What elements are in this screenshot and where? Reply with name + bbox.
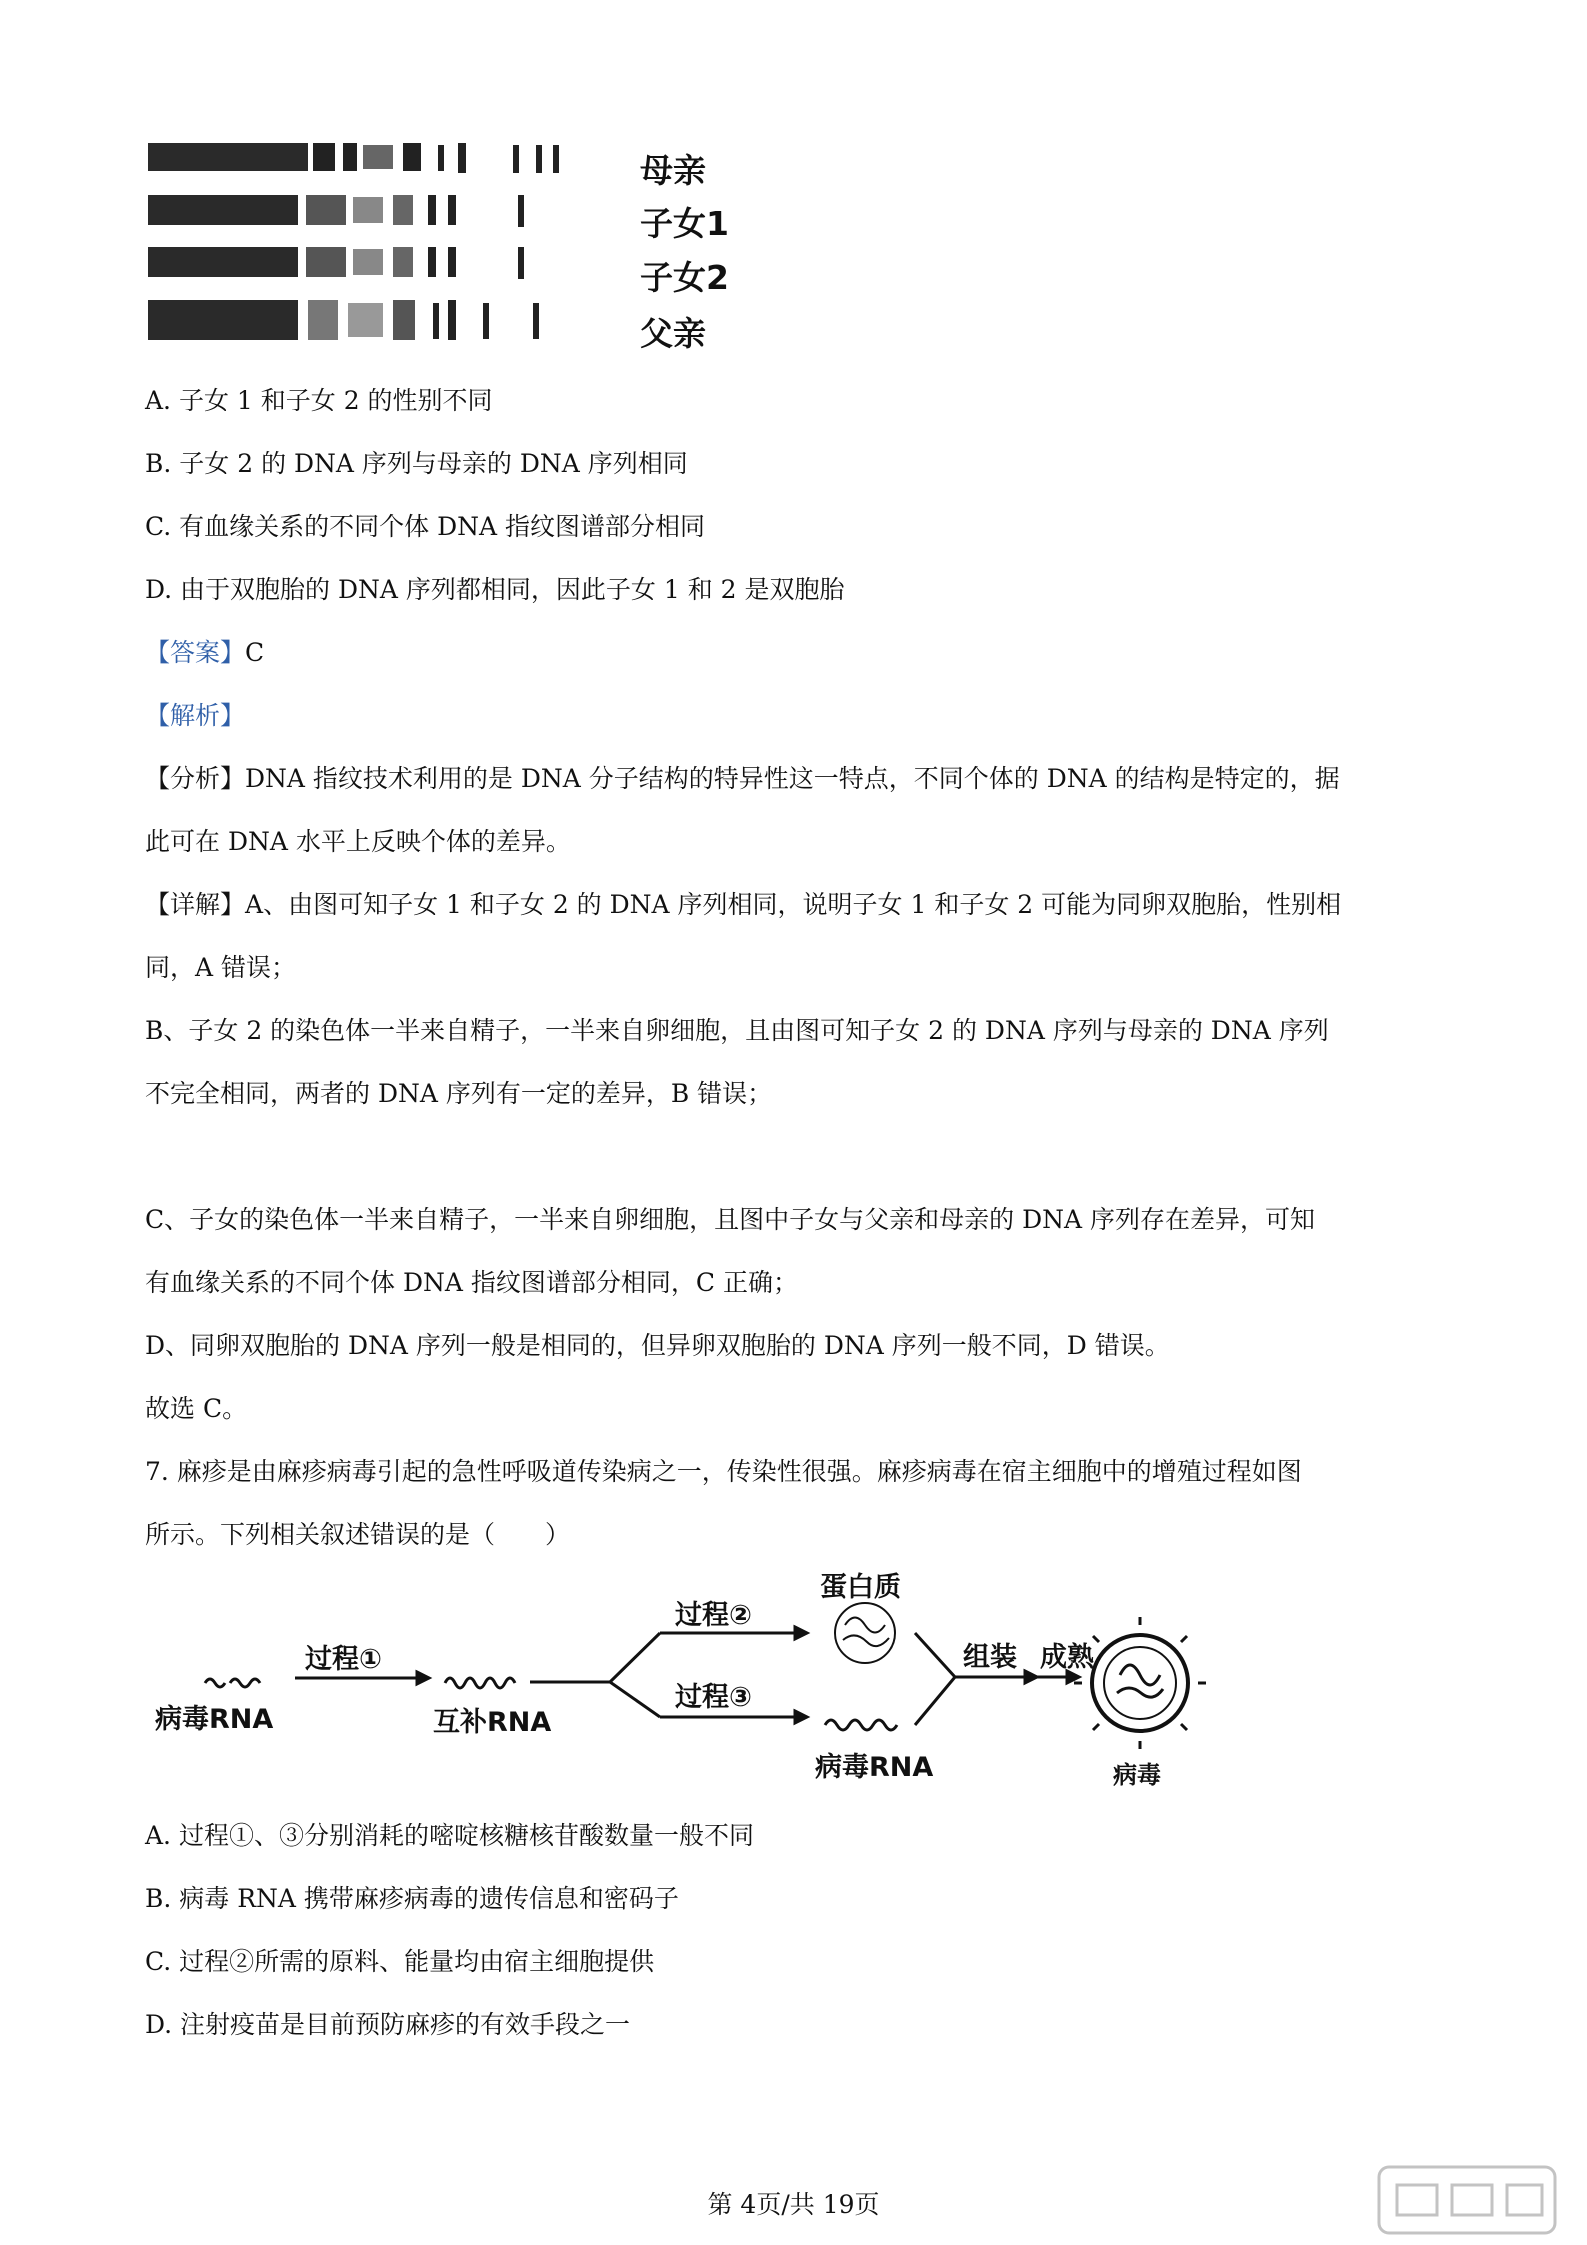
- page-footer: 第 4页/共 19页: [707, 2190, 880, 2219]
- q6-xiangjie-c1: C、子女的染色体一半来自精子，一半来自卵细胞，且图中子女与父亲和母亲的 DNA 序列存在差异，可知: [145, 1205, 1315, 1234]
- dna-fingerprint-image: [148, 135, 568, 355]
- q6-xiangjie-d: D、同卵双胞胎的 DNA 序列一般是相同的，但异卵双胞胎的 DNA 序列一般不同，D 错误。: [145, 1331, 1170, 1360]
- q6-xiangjie-c2: 有血缘关系的不同个体 DNA 指纹图谱部分相同，C 正确；: [145, 1268, 798, 1297]
- q6-fenxi-line1: [145, 762, 1340, 796]
- q6-option-c: C. 有血缘关系的不同个体 DNA 指纹图谱部分相同: [145, 512, 705, 541]
- label-assemble: 组装: [963, 1642, 1017, 1673]
- q7-stem-line1: 7. 麻疹是由麻疹病毒引起的急性呼吸道传染病之一，传染性很强。麻疹病毒在宿主细胞中的增殖过程如图: [145, 1457, 1302, 1486]
- q6-fenxi-line2: 此可在 DNA 水平上反映个体的差异。: [145, 827, 571, 856]
- label-process-2: 过程②: [675, 1600, 752, 1631]
- label-complementary-rna: 互补RNA: [433, 1707, 552, 1738]
- fenxi-text-1: DNA 指纹技术利用的是 DNA 分子结构的特异性这一特点，不同个体的 DNA 的结构是特定的，据: [245, 764, 1340, 793]
- q7-option-b: B. 病毒 RNA 携带麻疹病毒的遗传信息和密码子: [145, 1884, 679, 1913]
- xiangjie-a1: A、由图可知子女 1 和子女 2 的 DNA 序列相同，说明子女 1 和子女 2 可能为同卵双胞胎，性别相: [245, 890, 1342, 919]
- answer-value: C: [245, 638, 265, 667]
- label-virus-rna-2: 病毒RNA: [815, 1752, 934, 1783]
- watermark-logo: [1377, 2165, 1557, 2235]
- q6-option-a: A. 子女 1 和子女 2 的性别不同: [145, 386, 493, 415]
- q6-option-b: B. 子女 2 的 DNA 序列与母亲的 DNA 序列相同: [145, 449, 688, 478]
- q7-option-d: D. 注射疫苗是目前预防麻疹的有效手段之一: [145, 2010, 631, 2039]
- label-process-1: 过程①: [305, 1644, 382, 1675]
- label-virus: 病毒: [1113, 1761, 1161, 1789]
- fingerprint-label-child1: 子女1: [640, 204, 729, 243]
- xiangjie-tag: 【详解】: [145, 890, 246, 919]
- fenxi-tag: 【分析】: [145, 764, 246, 793]
- q6-xiangjie-b2: 不完全相同，两者的 DNA 序列有一定的差异，B 错误；: [145, 1079, 773, 1108]
- q6-option-d: D. 由于双胞胎的 DNA 序列都相同，因此子女 1 和 2 是双胞胎: [145, 575, 845, 604]
- analysis-tag: 【解析】: [145, 701, 246, 730]
- q6-xiangjie-a2: 同，A 错误；: [145, 953, 297, 982]
- q6-xiangjie-b1: B、子女 2 的染色体一半来自精子，一半来自卵细胞，且由图可知子女 2 的 DNA 序列与母亲的 DNA 序列: [145, 1016, 1329, 1045]
- label-protein: 蛋白质: [820, 1572, 901, 1603]
- fingerprint-label-father: 父亲: [640, 314, 706, 353]
- fingerprint-label-child2: 子女2: [640, 258, 729, 297]
- measles-replication-diagram: [155, 1565, 1255, 1805]
- q6-answer: [145, 636, 264, 670]
- answer-tag: 【答案】: [145, 638, 246, 667]
- label-process-3: 过程③: [675, 1682, 752, 1713]
- q6-conclusion: 故选 C。: [145, 1394, 248, 1423]
- q7-option-a: A. 过程①、③分别消耗的嘧啶核糖核苷酸数量一般不同: [145, 1821, 754, 1850]
- q6-analysis-heading: [145, 699, 245, 733]
- label-virus-rna: 病毒RNA: [155, 1704, 274, 1735]
- q7-option-c: C. 过程②所需的原料、能量均由宿主细胞提供: [145, 1947, 655, 1976]
- label-mature: 成熟: [1040, 1642, 1094, 1673]
- fingerprint-label-mother: 母亲: [640, 151, 706, 190]
- q6-xiangjie-line1: [145, 888, 1341, 922]
- q7-stem-line2: 所示。下列相关叙述错误的是（ ）: [145, 1520, 571, 1549]
